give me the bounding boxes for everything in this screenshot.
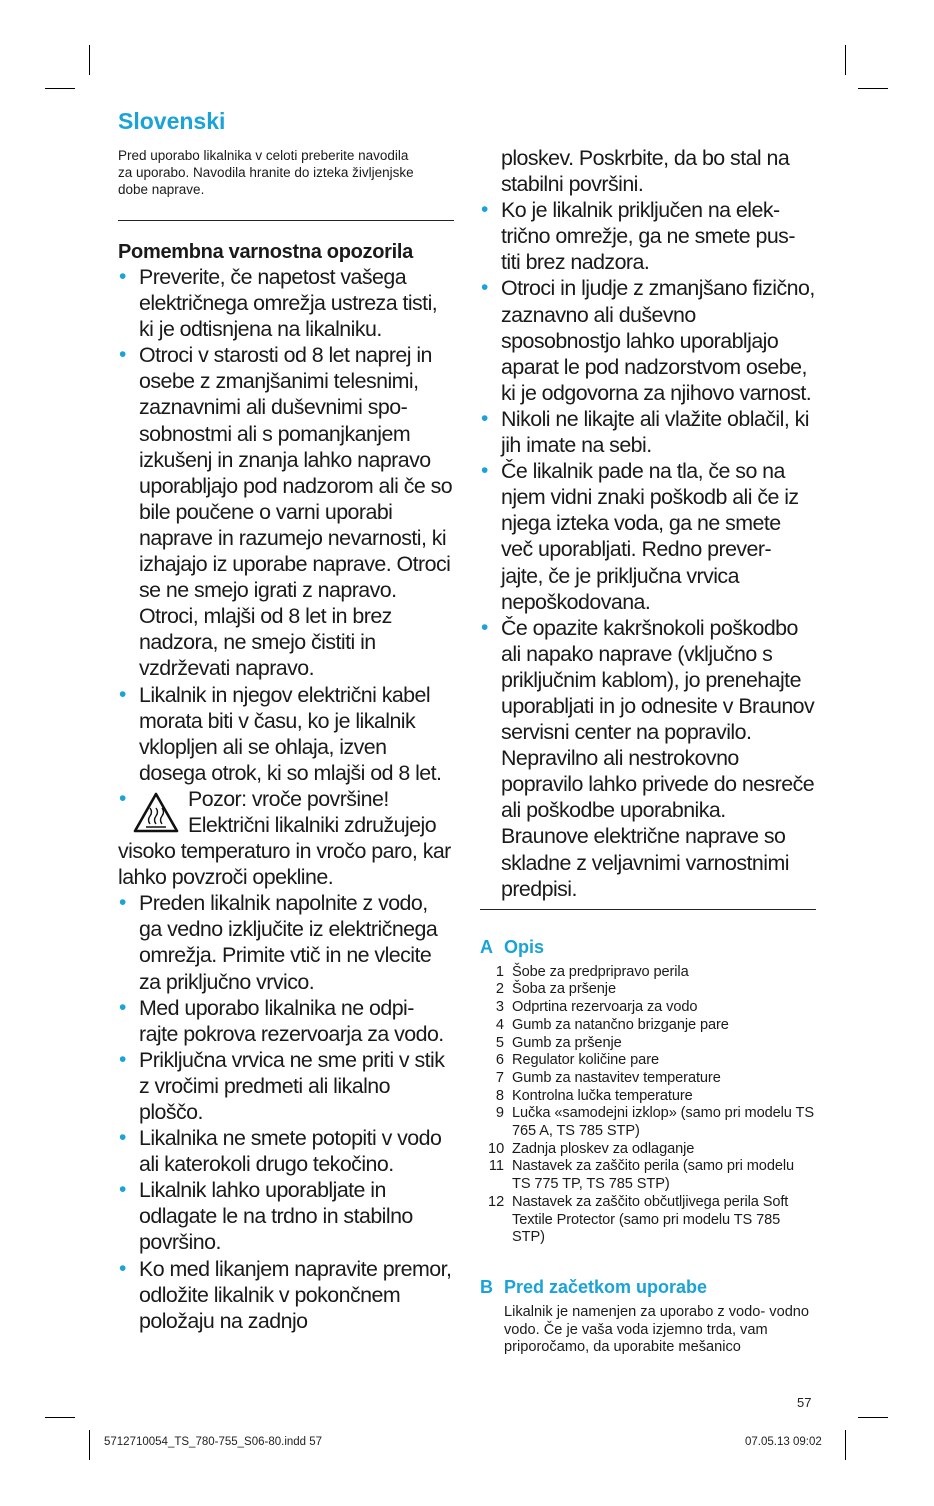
divider (118, 220, 454, 221)
list-item: 8 Kontrolna lučka temperature (495, 1087, 693, 1104)
list-item: 12 Nastavek za zaščito občutljivega perila Soft Textile Protector (samo pri modelu TS 785 STP) (488, 1193, 789, 1246)
crop-mark (45, 88, 75, 89)
hot-surface-warning: • Pozor: vroče površine! Električni likalniki združujejo visoko temperaturo in vročo paro, kar lahko povzroči opekline. (118, 786, 451, 890)
list-item: 9 Lučka «samodejni izklop» (samo pri modelu TS 765 A, TS 785 STP) (495, 1105, 814, 1140)
list-item: • Likalnik lahko uporabljate in odlagate le na trdno in stabilno površino. (119, 1178, 413, 1255)
warnings-list (118, 264, 454, 1334)
section-a-heading: A Opis (480, 936, 545, 957)
list-item: 6 Regulator količine pare (495, 1052, 659, 1069)
divider (480, 909, 816, 910)
list-item: • Ko med likanjem napravite premor, odložite likalnik v pokončnem položaju na zadnjo (119, 1256, 452, 1333)
list-item: 10 Zadnja ploskev za odlaganje (488, 1140, 695, 1157)
crop-mark (89, 45, 90, 75)
crop-mark (89, 1430, 90, 1460)
list-item: • Preverite, če napetost vašega električnega omrežja ustreza tisti, ki je odtisnjena na likalniku. (119, 265, 438, 342)
list-item: • Priključna vrvica ne sme priti v stik z vročimi predmeti ali likalno ploščo. (119, 1047, 445, 1124)
footer-file: 5712710054_TS_780-755_S06-80.indd 57 (104, 1436, 323, 1448)
list-item: • Med uporabo likalnika ne odpi- rajte pokrova rezervoarja za vodo. (119, 995, 444, 1046)
footer-date: 07.05.13 09:02 (745, 1436, 822, 1448)
list-item: 4 Gumb za natančno brizganje pare (495, 1016, 729, 1033)
section-b-heading: B Pred začetkom uporabe (480, 1276, 708, 1297)
warnings-list-continued (480, 145, 816, 902)
list-item: 2 Šoba za pršenje (495, 981, 616, 998)
list-item: 11 Nastavek za zaščito perila (samo pri modelu TS 775 TP, TS 785 STP) (488, 1158, 795, 1193)
parts-list (480, 964, 816, 1247)
list-item: 5 Gumb za pršenje (495, 1034, 622, 1051)
crop-mark (858, 88, 888, 89)
list-item: • Preden likalnik napolnite z vodo, ga vedno izključite iz električnega omrežja. Primite vtič in ne vlecite za priključno vrvico. (119, 891, 438, 994)
language-heading: Slovenski (118, 108, 226, 134)
crop-mark (45, 1417, 75, 1418)
list-item: • Če likalnik pade na tla, če so na njem vidni znaki poškodb ali če iz njega izteka voda, ga ne smete več uporabljati. Redno prever- jajte, če je priključna vrvica nepoškodovana. (481, 459, 799, 614)
crop-mark (858, 1417, 888, 1418)
list-item: • Likalnik in njegov električni kabel morata biti v času, ko je likalnik vklopljen ali se ohlaja, izven dosega otrok, ki so mlajši od 8 let. (119, 682, 442, 785)
left-column (118, 108, 454, 1334)
list-item: • Če opazite kakršnokoli poškodbo ali napako naprave (vključno s priključnim kablom), jo prenehajte uporabljati in jo odnesite v Braunov servisni center na popravilo. Nepravilno ali nestrokovno popravilo lahko privede do nesreče ali poškodbe uporabnika. Braunove električne naprave so skladne z veljavnimi varnostnimi predpisi. (481, 615, 815, 901)
right-column (480, 145, 816, 1357)
list-item: 1 Šobe za predpripravo perila (495, 963, 689, 980)
intro-text: Pred uporabo likalnika v celoti preberite navodila za uporabo. Navodila hranite do izteka življenjske dobe naprave. (118, 148, 414, 197)
crop-mark (845, 45, 846, 75)
warnings-heading: Pomembna varnostna opozorila (118, 241, 413, 263)
list-item: • Nikoli ne likajte ali vlažite oblačil, ki jih imate na sebi. (481, 406, 809, 458)
page-number: 57 (797, 1395, 812, 1410)
list-item: 7 Gumb za nastavitev temperature (495, 1069, 721, 1086)
list-item: • Ko je likalnik priključen na elek- trično omrežje, ga ne smete pus- titi brez nadzora. (481, 198, 795, 275)
section-b-text: Likalnik je namenjen za uporabo z vodo- vodno vodo. Če je vaša voda izjemno trda, vam priporočamo, da uporabite mešanico (504, 1303, 810, 1356)
hot-surface-warning-icon (132, 791, 180, 835)
crop-mark (845, 1430, 846, 1460)
list-item-continuation: ploskev. Poskrbite, da bo stal na stabilni površini. (501, 146, 790, 197)
list-item: • Otroci in ljudje z zmanjšano fizično, zaznavno ali duševno sposobnostjo lahko uporabljajo aparat le pod nadzorstvom osebe, ki je odgovorna za njihovo varnost. (481, 276, 815, 405)
list-item: 3 Odprtina rezervoarja za vodo (495, 999, 698, 1016)
list-item: • Otroci v starosti od 8 let naprej in osebe z zmanjšanimi telesnimi, zaznavnimi ali duševnimi spo- sobnostmi ali s pomanjkanjem izkušenj in znanja lahko napravo uporabljajo pod nadzorom ali če so bile poučene o varni uporabi naprave in razumejo nevarnosti, ki izhajajo iz uporabe naprave. Otroci se ne smejo igrati z napravo. Otroci, mlajši od 8 let in brez nadzora, ne smejo čistiti in vzdrževati napravo. (119, 343, 453, 681)
list-item: • Likalnika ne smete potopiti v vodo ali katerokoli drugo tekočino. (119, 1126, 442, 1177)
